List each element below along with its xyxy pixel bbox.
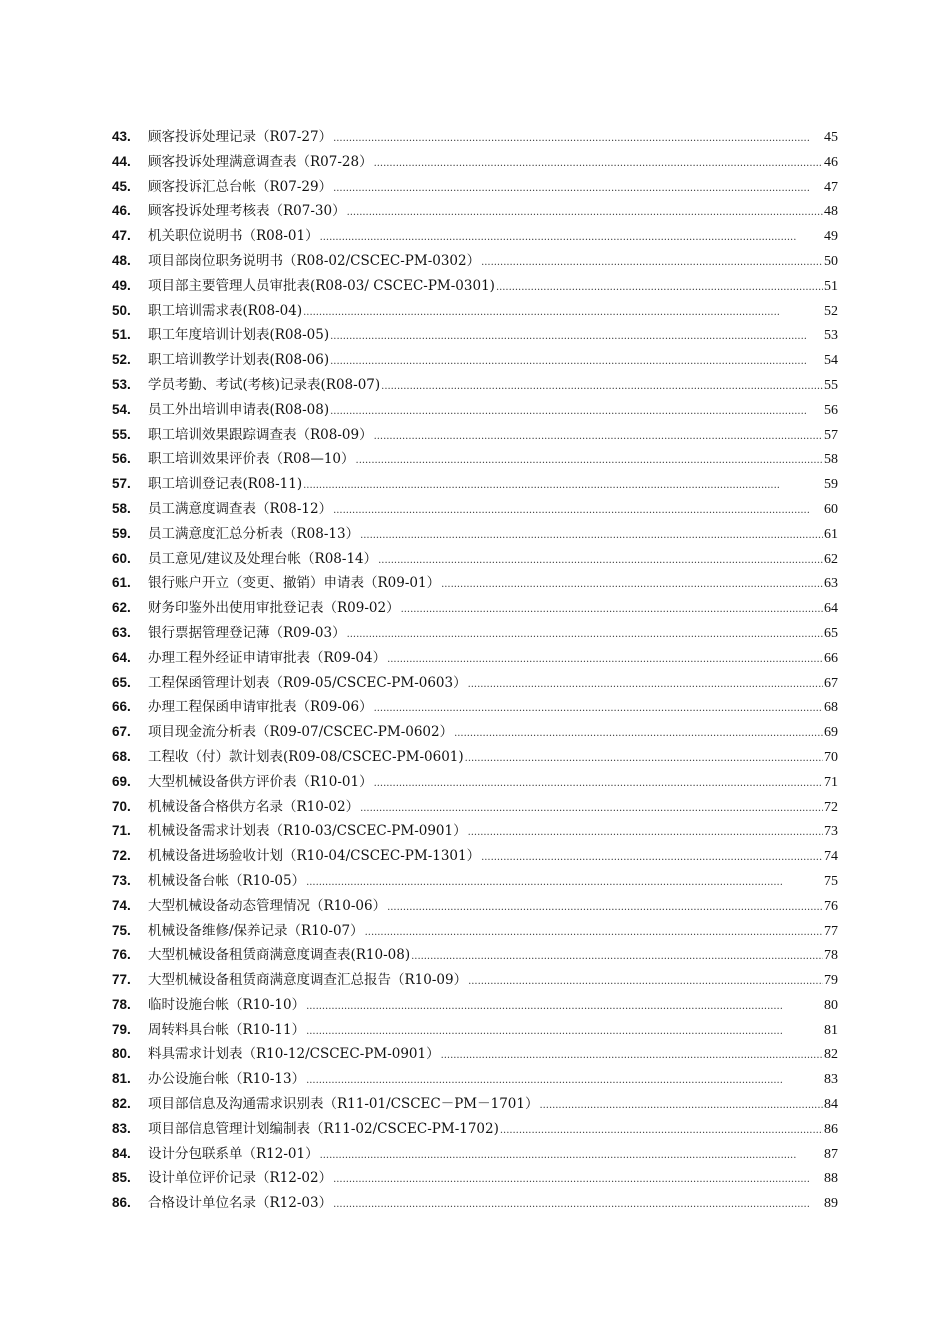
toc-entry-page: 54 <box>824 353 838 369</box>
toc-entry-page: 79 <box>824 973 838 989</box>
toc-entry-title: 顾客投诉汇总台帐（R07-29） <box>148 178 333 195</box>
toc-entry[interactable] <box>112 150 838 175</box>
toc-entry-number: 43. <box>112 129 131 144</box>
dot-leader <box>333 127 823 152</box>
toc-entry-page: 81 <box>824 1022 838 1038</box>
dot-leader <box>401 598 823 623</box>
toc-entry-title: 大型机械设备供方评价表（R10-01） <box>148 773 373 790</box>
toc-entry-page: 67 <box>824 675 838 691</box>
toc-entry[interactable] <box>112 844 838 869</box>
toc-entry-page: 70 <box>824 749 838 765</box>
toc-entry-page: 48 <box>824 204 838 220</box>
toc-entry-page: 55 <box>824 377 838 393</box>
toc-entry-page: 50 <box>824 253 838 269</box>
toc-entry-title: 设计分包联系单（R12-01） <box>148 1145 319 1162</box>
toc-entry[interactable] <box>112 522 838 547</box>
dot-leader <box>411 945 823 970</box>
toc-entry[interactable] <box>112 1117 838 1142</box>
toc-entry[interactable] <box>112 1166 838 1191</box>
toc-entry[interactable] <box>112 274 838 299</box>
toc-entry-title: 职工培训需求表(R08-04) <box>148 302 303 319</box>
toc-entry[interactable] <box>112 968 838 993</box>
toc-entry[interactable] <box>112 745 838 770</box>
toc-entry[interactable] <box>112 819 838 844</box>
dot-leader <box>330 350 823 375</box>
toc-entry-title: 办理工程保函申请审批表（R09-06） <box>148 699 373 716</box>
dot-leader <box>320 226 823 251</box>
toc-entry-title: 机械设备台帐（R10-05） <box>148 872 306 889</box>
dot-leader <box>381 375 823 400</box>
dot-leader <box>378 549 823 574</box>
dot-leader <box>360 797 823 822</box>
toc-entry-title: 职工年度培训计划表(R08-05) <box>148 327 330 344</box>
toc-entry-number: 66. <box>112 699 131 715</box>
toc-entry-page: 73 <box>824 824 838 840</box>
toc-entry-number: 53. <box>112 376 131 392</box>
dot-leader <box>333 499 823 524</box>
toc-entry[interactable] <box>112 571 838 596</box>
toc-entry-title: 银行票据管理登记薄（R09-03） <box>148 624 346 641</box>
toc-entry[interactable] <box>112 596 838 621</box>
toc-entry-number: 72. <box>112 848 131 864</box>
toc-entry-title: 机械设备进场验收计划（R10-04/CSCEC-PM-1301） <box>148 848 481 865</box>
toc-entry-number: 86. <box>112 1195 131 1211</box>
toc-entry-title: 顾客投诉处理记录（R07-27） <box>148 129 333 145</box>
toc-entry-page: 76 <box>824 898 838 914</box>
toc-entry[interactable] <box>112 894 838 919</box>
dot-leader <box>303 301 823 326</box>
dot-leader <box>387 648 823 673</box>
toc-entry-title: 项目现金流分析表（R09-07/CSCEC-PM-0602） <box>148 724 454 741</box>
dot-leader <box>330 325 823 350</box>
toc-entry-number: 54. <box>112 401 131 417</box>
toc-entry-page: 71 <box>824 774 838 790</box>
toc-entry-number: 68. <box>112 748 131 764</box>
dot-leader <box>360 524 823 549</box>
toc-entry-number: 56. <box>112 451 131 467</box>
toc-entry-number: 50. <box>112 302 131 318</box>
toc-entry-number: 81. <box>112 1071 131 1087</box>
toc-entry-page: 69 <box>824 725 838 741</box>
toc-entry-number: 84. <box>112 1145 131 1161</box>
toc-entry[interactable] <box>112 175 838 200</box>
dot-leader <box>441 573 823 598</box>
toc-entry-title: 职工培训登记表(R08-11) <box>148 476 303 493</box>
dot-leader <box>347 623 823 648</box>
toc-entry-title: 项目部主要管理人员审批表(R08-03/ CSCEC-PM-0301) <box>148 277 495 294</box>
toc-entry[interactable] <box>112 1067 838 1092</box>
toc-entry-title: 机械设备需求计划表（R10-03/CSCEC-PM-0901） <box>148 823 467 840</box>
toc-entry-title: 办公设施台帐（R10-13） <box>148 1071 306 1088</box>
toc-entry-title: 工程收（付）款计划表(R09-08/CSCEC-PM-0601) <box>148 748 464 765</box>
toc-entry[interactable] <box>112 348 838 373</box>
dot-leader <box>303 474 823 499</box>
toc-entry-title: 员工意见/建议及处理台帐（R08-14） <box>148 550 378 567</box>
toc-entry-title: 临时设施台帐（R10-10） <box>148 996 306 1013</box>
toc-entry-number: 51. <box>112 327 131 343</box>
toc-entry-number: 71. <box>112 823 131 839</box>
toc-entry-number: 82. <box>112 1096 131 1112</box>
toc-entry-number: 49. <box>112 277 131 293</box>
toc-entry-page: 74 <box>824 849 838 865</box>
toc-entry[interactable] <box>112 224 838 249</box>
toc-entry-page: 83 <box>824 1072 838 1088</box>
toc-entry-page: 45 <box>824 130 838 145</box>
toc-entry[interactable] <box>112 1092 838 1117</box>
toc-entry-page: 89 <box>824 1196 838 1212</box>
toc-entry-number: 74. <box>112 897 131 913</box>
dot-leader <box>306 871 823 896</box>
toc-entry[interactable] <box>112 695 838 720</box>
dot-leader <box>365 921 823 946</box>
toc-entry-number: 62. <box>112 600 131 616</box>
toc-entry-page: 86 <box>824 1121 838 1137</box>
dot-leader <box>306 1020 823 1045</box>
dot-leader <box>347 201 823 226</box>
toc-entry-title: 职工培训效果评价表（R08—10） <box>148 451 355 468</box>
toc-entry[interactable] <box>112 1042 838 1067</box>
toc-entry-page: 47 <box>824 179 838 195</box>
toc-entry-page: 46 <box>824 154 838 170</box>
dot-leader <box>481 846 823 871</box>
toc-entry-title: 员工满意度调查表（R08-12） <box>148 500 333 517</box>
dot-leader <box>454 722 823 747</box>
dot-leader <box>496 276 823 301</box>
toc-entry-page: 57 <box>824 427 838 443</box>
toc-entry-page: 64 <box>824 601 838 617</box>
toc-entry-title: 银行账户开立（变更、撤销）申请表（R09-01） <box>148 575 441 592</box>
toc-entry-page: 87 <box>824 1146 838 1162</box>
toc-entry-number: 52. <box>112 352 131 368</box>
toc-entry-title: 机械设备合格供方名录（R10-02） <box>148 798 360 815</box>
dot-leader <box>374 425 823 450</box>
toc-entry-title: 办理工程外经证申请审批表（R09-04） <box>148 649 387 666</box>
toc-entry-page: 84 <box>824 1097 838 1113</box>
toc-entry-title: 周转料具台帐（R10-11） <box>148 1021 306 1038</box>
dot-leader <box>468 970 823 995</box>
dot-leader <box>330 400 823 425</box>
toc-entry-title: 大型机械设备租赁商满意度调查表(R10-08) <box>148 947 411 964</box>
toc-entry-number: 85. <box>112 1170 131 1186</box>
toc-entry-number: 70. <box>112 798 131 814</box>
toc-entry-title: 员工满意度汇总分析表（R08-13） <box>148 525 360 542</box>
toc-entry-page: 53 <box>824 328 838 344</box>
toc-entry-title: 项目部信息管理计划编制表（R11-02/CSCEC-PM-1702) <box>148 1120 499 1137</box>
toc-entry-title: 机械设备维修/保养记录（R10-07） <box>148 922 364 939</box>
toc-entry[interactable] <box>112 621 838 646</box>
toc-entry-title: 机关职位说明书（R08-01） <box>148 228 319 245</box>
toc-entry-page: 68 <box>824 700 838 716</box>
dot-leader <box>306 1069 823 1094</box>
toc-entry-number: 64. <box>112 649 131 665</box>
toc-entry-page: 75 <box>824 873 838 889</box>
dot-leader <box>356 449 823 474</box>
dot-leader <box>333 177 823 202</box>
toc-entry-page: 82 <box>824 1047 838 1063</box>
toc-entry[interactable] <box>112 993 838 1018</box>
toc-entry-number: 75. <box>112 922 131 938</box>
toc-entry-title: 项目部岗位职务说明书（R08-02/CSCEC-PM-0302） <box>148 252 481 269</box>
toc-entry-page: 58 <box>824 452 838 468</box>
dot-leader <box>500 1119 823 1144</box>
table-of-contents <box>112 125 838 1216</box>
toc-entry-page: 62 <box>824 551 838 567</box>
toc-entry-page: 49 <box>824 229 838 245</box>
toc-entry[interactable] <box>112 497 838 522</box>
toc-entry-page: 56 <box>824 402 838 418</box>
toc-entry-title: 员工外出培训申请表(R08-08) <box>148 401 330 418</box>
toc-entry[interactable] <box>112 720 838 745</box>
toc-entry-number: 79. <box>112 1021 131 1037</box>
toc-entry-title: 料具需求计划表（R10-12/CSCEC-PM-0901） <box>148 1046 440 1063</box>
toc-entry-title: 顾客投诉处理考核表（R07-30） <box>148 203 346 220</box>
toc-entry-title: 学员考勤、考试(考核)记录表(R08-07) <box>148 376 381 393</box>
toc-entry-page: 63 <box>824 576 838 592</box>
toc-entry-title: 职工培训教学计划表(R08-06) <box>148 352 330 369</box>
dot-leader <box>387 896 823 921</box>
toc-entry-number: 59. <box>112 525 131 541</box>
dot-leader <box>374 697 823 722</box>
toc-entry[interactable] <box>112 646 838 671</box>
toc-entry[interactable] <box>112 1018 838 1043</box>
toc-entry[interactable] <box>112 919 838 944</box>
dot-leader <box>374 152 823 177</box>
toc-entry-page: 80 <box>824 997 838 1013</box>
toc-entry-number: 47. <box>112 228 131 244</box>
toc-entry-page: 51 <box>824 278 838 294</box>
toc-entry-page: 52 <box>824 303 838 319</box>
toc-entry[interactable] <box>112 373 838 398</box>
toc-entry-title: 设计单位评价记录（R12-02） <box>148 1170 333 1187</box>
toc-entry-number: 76. <box>112 947 131 963</box>
toc-entry-number: 60. <box>112 550 131 566</box>
toc-entry-number: 45. <box>112 178 131 194</box>
toc-entry-page: 78 <box>824 948 838 964</box>
toc-entry-page: 88 <box>824 1171 838 1187</box>
toc-entry-title: 顾客投诉处理满意调查表（R07-28） <box>148 153 373 170</box>
toc-entry[interactable] <box>112 447 838 472</box>
dot-leader <box>468 821 823 846</box>
toc-entry-number: 44. <box>112 153 131 169</box>
toc-entry-title: 大型机械设备动态管理情况（R10-06） <box>148 897 387 914</box>
toc-entry-title: 工程保函管理计划表（R09-05/CSCEC-PM-0603） <box>148 674 467 691</box>
toc-entry[interactable] <box>112 423 838 448</box>
dot-leader <box>465 747 823 772</box>
toc-entry[interactable] <box>112 299 838 324</box>
toc-entry-title: 项目部信息及沟通需求识别表（R11-01/CSCEC－PM－1701） <box>148 1096 539 1113</box>
toc-entry-page: 77 <box>824 923 838 939</box>
toc-entry-page: 65 <box>824 625 838 641</box>
toc-entry[interactable] <box>112 770 838 795</box>
toc-entry-number: 77. <box>112 972 131 988</box>
toc-entry[interactable] <box>112 1142 838 1167</box>
toc-entry[interactable] <box>112 869 838 894</box>
toc-entry-title: 大型机械设备租赁商满意度调查汇总报告（R10-09） <box>148 972 468 989</box>
toc-entry-title: 职工培训效果跟踪调查表（R08-09） <box>148 426 373 443</box>
toc-entry[interactable] <box>112 472 838 497</box>
toc-entry-number: 73. <box>112 872 131 888</box>
toc-entry-title: 合格设计单位名录（R12-03） <box>148 1195 333 1212</box>
toc-entry-number: 83. <box>112 1120 131 1136</box>
toc-entry-number: 55. <box>112 426 131 442</box>
toc-entry-number: 61. <box>112 575 131 591</box>
toc-entry-number: 78. <box>112 996 131 1012</box>
dot-leader <box>374 772 823 797</box>
toc-entry-page: 72 <box>824 799 838 815</box>
toc-entry-page: 60 <box>824 501 838 517</box>
toc-entry[interactable] <box>112 943 838 968</box>
toc-entry[interactable] <box>112 1191 838 1216</box>
toc-entry[interactable] <box>112 249 838 274</box>
toc-entry[interactable] <box>112 125 838 150</box>
dot-leader <box>468 673 823 698</box>
toc-entry-number: 58. <box>112 500 131 516</box>
toc-entry-number: 57. <box>112 476 131 492</box>
toc-entry-page: 61 <box>824 526 838 542</box>
toc-entry-number: 80. <box>112 1046 131 1062</box>
toc-entry-number: 63. <box>112 624 131 640</box>
dot-leader <box>333 1193 823 1218</box>
toc-entry-number: 65. <box>112 674 131 690</box>
toc-entry[interactable] <box>112 398 838 423</box>
dot-leader <box>333 1168 823 1193</box>
toc-entry[interactable] <box>112 547 838 572</box>
toc-entry[interactable] <box>112 795 838 820</box>
toc-entry-number: 69. <box>112 773 131 789</box>
toc-entry[interactable] <box>112 199 838 224</box>
dot-leader <box>481 251 823 276</box>
dot-leader <box>539 1094 823 1119</box>
toc-entry-page: 59 <box>824 477 838 493</box>
toc-entry[interactable] <box>112 671 838 696</box>
toc-entry-number: 48. <box>112 252 131 268</box>
toc-entry[interactable] <box>112 323 838 348</box>
dot-leader <box>320 1144 823 1169</box>
toc-entry-number: 67. <box>112 724 131 740</box>
toc-entry-title: 财务印鉴外出使用审批登记表（R09-02） <box>148 600 400 617</box>
dot-leader <box>441 1044 823 1069</box>
toc-entry-page: 66 <box>824 650 838 666</box>
dot-leader <box>306 995 823 1020</box>
toc-entry-number: 46. <box>112 203 131 219</box>
